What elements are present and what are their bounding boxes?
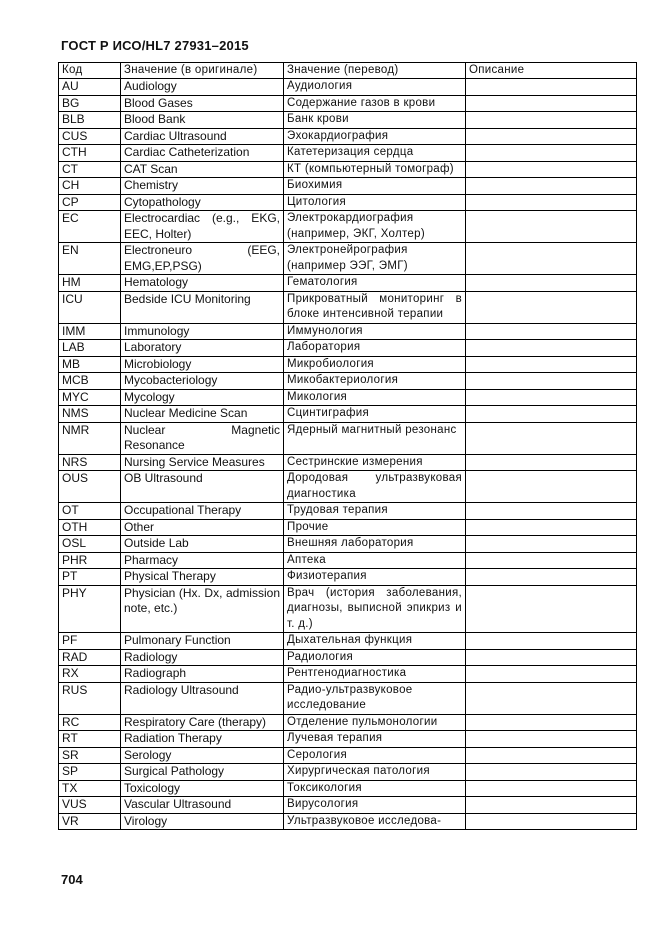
cell-original: Outside Lab xyxy=(121,536,284,553)
cell-translation: Дыхательная функция xyxy=(284,633,466,650)
cell-description xyxy=(466,585,637,633)
cell-description xyxy=(466,633,637,650)
cell-description xyxy=(466,194,637,211)
cell-code: MCB xyxy=(59,373,121,390)
table-header-row xyxy=(59,63,637,79)
cell-code: NMR xyxy=(59,422,121,454)
cell-original: Nuclear Magnetic Resonance xyxy=(121,422,284,454)
cell-original: Toxicology xyxy=(121,780,284,797)
cell-description xyxy=(466,813,637,830)
cell-description xyxy=(466,536,637,553)
page-number: 704 xyxy=(61,872,83,887)
cell-translation: Аптека xyxy=(284,552,466,569)
cell-description xyxy=(466,161,637,178)
cell-translation: Дородовая ультразвуковая диагностика xyxy=(284,471,466,503)
table-row xyxy=(59,747,637,764)
cell-translation: Прочие xyxy=(284,519,466,536)
cell-code: RAD xyxy=(59,649,121,666)
cell-original: Audiology xyxy=(121,79,284,96)
cell-description xyxy=(466,145,637,162)
cell-original: Mycobacteriology xyxy=(121,373,284,390)
cell-description xyxy=(466,275,637,292)
cell-translation: Содержание газов в крови xyxy=(284,95,466,112)
table-row xyxy=(59,552,637,569)
cell-description xyxy=(466,503,637,520)
cell-code: CP xyxy=(59,194,121,211)
cell-description xyxy=(466,340,637,357)
table-row xyxy=(59,340,637,357)
cell-description xyxy=(466,95,637,112)
cell-code: OTH xyxy=(59,519,121,536)
cell-description xyxy=(466,128,637,145)
cell-original: Hematology xyxy=(121,275,284,292)
cell-description xyxy=(466,731,637,748)
cell-translation: Банк крови xyxy=(284,112,466,129)
table-row xyxy=(59,649,637,666)
cell-description xyxy=(466,764,637,781)
table-row xyxy=(59,323,637,340)
cell-translation: Электрокардиография (например, ЭКГ, Холтер) xyxy=(284,211,466,243)
cell-description xyxy=(466,389,637,406)
cell-original: Cardiac Ultrasound xyxy=(121,128,284,145)
cell-original: Radiograph xyxy=(121,666,284,683)
cell-original: Other xyxy=(121,519,284,536)
cell-translation: Внешняя лаборатория xyxy=(284,536,466,553)
cell-translation: Хирургическая патология xyxy=(284,764,466,781)
table-row xyxy=(59,79,637,96)
cell-original: Mycology xyxy=(121,389,284,406)
cell-description xyxy=(466,797,637,814)
cell-translation: Аудиология xyxy=(284,79,466,96)
table-row xyxy=(59,519,637,536)
cell-original: Vascular Ultrasound xyxy=(121,797,284,814)
cell-original: Electroneuro (EEG, EMG,EP,PSG) xyxy=(121,243,284,275)
cell-description xyxy=(466,454,637,471)
table-row xyxy=(59,813,637,830)
cell-description xyxy=(466,471,637,503)
table-row xyxy=(59,585,637,633)
cell-original: Laboratory xyxy=(121,340,284,357)
cell-code: RT xyxy=(59,731,121,748)
table-row xyxy=(59,128,637,145)
cell-description xyxy=(466,79,637,96)
cell-original: Surgical Pathology xyxy=(121,764,284,781)
table-row xyxy=(59,503,637,520)
table-row xyxy=(59,275,637,292)
cell-original: Cardiac Catheterization xyxy=(121,145,284,162)
cell-code: SP xyxy=(59,764,121,781)
table-row xyxy=(59,536,637,553)
cell-translation: Микобактериология xyxy=(284,373,466,390)
cell-original: Occupational Therapy xyxy=(121,503,284,520)
cell-description xyxy=(466,356,637,373)
cell-description xyxy=(466,422,637,454)
table-row xyxy=(59,666,637,683)
cell-description xyxy=(466,323,637,340)
cell-code: EC xyxy=(59,211,121,243)
table-row xyxy=(59,797,637,814)
cell-code: BLB xyxy=(59,112,121,129)
cell-description xyxy=(466,649,637,666)
cell-translation: Отделение пульмонологии xyxy=(284,714,466,731)
cell-original: Radiology xyxy=(121,649,284,666)
cell-translation: Лаборатория xyxy=(284,340,466,357)
cell-code: OUS xyxy=(59,471,121,503)
cell-code: VUS xyxy=(59,797,121,814)
cell-code: PHR xyxy=(59,552,121,569)
cell-original: Serology xyxy=(121,747,284,764)
cell-translation: Вирусология xyxy=(284,797,466,814)
table-row xyxy=(59,780,637,797)
cell-code: AU xyxy=(59,79,121,96)
cell-translation: Ультразвуковое исследова- xyxy=(284,813,466,830)
cell-translation: Рентгенодиагностика xyxy=(284,666,466,683)
table-row xyxy=(59,764,637,781)
cell-code: CH xyxy=(59,178,121,195)
cell-code: PT xyxy=(59,569,121,586)
cell-code: BG xyxy=(59,95,121,112)
cell-description xyxy=(466,243,637,275)
cell-description xyxy=(466,569,637,586)
cell-original: Radiology Ultrasound xyxy=(121,682,284,714)
cell-description xyxy=(466,112,637,129)
cell-description xyxy=(466,178,637,195)
cell-code: MB xyxy=(59,356,121,373)
table-row xyxy=(59,243,637,275)
cell-original: Blood Gases xyxy=(121,95,284,112)
cell-code: SR xyxy=(59,747,121,764)
cell-code: TX xyxy=(59,780,121,797)
table-row xyxy=(59,731,637,748)
table-row xyxy=(59,161,637,178)
cell-original: CAT Scan xyxy=(121,161,284,178)
cell-original: Virology xyxy=(121,813,284,830)
cell-description xyxy=(466,552,637,569)
cell-translation: Сестринские измерения xyxy=(284,454,466,471)
table-row xyxy=(59,682,637,714)
cell-translation: КТ (компьютерный томограф) xyxy=(284,161,466,178)
cell-code: OSL xyxy=(59,536,121,553)
cell-translation: Сцинтиграфия xyxy=(284,406,466,423)
table-row xyxy=(59,194,637,211)
cell-original: Physician (Hx. Dx, admission note, etc.) xyxy=(121,585,284,633)
cell-code: RC xyxy=(59,714,121,731)
cell-original: Pharmacy xyxy=(121,552,284,569)
column-header-code: Код xyxy=(59,63,121,79)
cell-code: NMS xyxy=(59,406,121,423)
cell-translation: Трудовая терапия xyxy=(284,503,466,520)
cell-original: Physical Therapy xyxy=(121,569,284,586)
cell-translation: Лучевая терапия xyxy=(284,731,466,748)
cell-original: Microbiology xyxy=(121,356,284,373)
cell-code: HM xyxy=(59,275,121,292)
table-row xyxy=(59,422,637,454)
cell-original: OB Ultrasound xyxy=(121,471,284,503)
table-row xyxy=(59,389,637,406)
table-row xyxy=(59,145,637,162)
column-header-original: Значение (в оригинале) xyxy=(121,63,284,79)
cell-translation: Токсикология xyxy=(284,780,466,797)
cell-original: Blood Bank xyxy=(121,112,284,129)
cell-translation: Гематология xyxy=(284,275,466,292)
cell-description xyxy=(466,291,637,323)
cell-translation: Радиология xyxy=(284,649,466,666)
table-row xyxy=(59,178,637,195)
table-row xyxy=(59,569,637,586)
cell-code: VR xyxy=(59,813,121,830)
cell-code: RX xyxy=(59,666,121,683)
cell-translation: Биохимия xyxy=(284,178,466,195)
cell-translation: Прикроватный мониторинг в блоке интенсивной терапии xyxy=(284,291,466,323)
cell-original: Electrocardiac (e.g., EKG, EEC, Holter) xyxy=(121,211,284,243)
cell-description xyxy=(466,211,637,243)
cell-code: PHY xyxy=(59,585,121,633)
cell-translation: Радио-ультразвуковое исследование xyxy=(284,682,466,714)
cell-code: CUS xyxy=(59,128,121,145)
cell-description xyxy=(466,714,637,731)
cell-original: Chemistry xyxy=(121,178,284,195)
cell-original: Immunology xyxy=(121,323,284,340)
cell-code: IMM xyxy=(59,323,121,340)
table-row xyxy=(59,633,637,650)
code-table xyxy=(58,62,637,830)
cell-translation: Электронейрография (например ЭЭГ, ЭМГ) xyxy=(284,243,466,275)
cell-description xyxy=(466,682,637,714)
cell-code: CT xyxy=(59,161,121,178)
table-row xyxy=(59,112,637,129)
cell-code: NRS xyxy=(59,454,121,471)
table-row xyxy=(59,356,637,373)
table-row xyxy=(59,406,637,423)
cell-translation: Иммунология xyxy=(284,323,466,340)
cell-code: EN xyxy=(59,243,121,275)
cell-original: Radiation Therapy xyxy=(121,731,284,748)
table-row xyxy=(59,714,637,731)
cell-description xyxy=(466,780,637,797)
table-row xyxy=(59,211,637,243)
cell-translation: Микология xyxy=(284,389,466,406)
cell-code: PF xyxy=(59,633,121,650)
cell-translation: Физиотерапия xyxy=(284,569,466,586)
cell-translation: Врач (история заболевания, диагнозы, выписной эпикриз и т. д.) xyxy=(284,585,466,633)
cell-code: LAB xyxy=(59,340,121,357)
cell-original: Nuclear Medicine Scan xyxy=(121,406,284,423)
cell-code: RUS xyxy=(59,682,121,714)
column-header-translation: Значение (перевод) xyxy=(284,63,466,79)
cell-description xyxy=(466,519,637,536)
cell-description xyxy=(466,373,637,390)
cell-translation: Цитология xyxy=(284,194,466,211)
table-row xyxy=(59,471,637,503)
cell-translation: Катетеризация сердца xyxy=(284,145,466,162)
cell-code: OT xyxy=(59,503,121,520)
cell-code: MYC xyxy=(59,389,121,406)
table-row xyxy=(59,291,637,323)
table-row xyxy=(59,454,637,471)
cell-description xyxy=(466,747,637,764)
cell-original: Pulmonary Function xyxy=(121,633,284,650)
cell-code: CTH xyxy=(59,145,121,162)
cell-code: ICU xyxy=(59,291,121,323)
page-header-title: ГОСТ Р ИСО/HL7 27931–2015 xyxy=(61,38,249,53)
table-row xyxy=(59,95,637,112)
cell-original: Cytopathology xyxy=(121,194,284,211)
cell-description xyxy=(466,406,637,423)
cell-translation: Серология xyxy=(284,747,466,764)
table-row xyxy=(59,373,637,390)
cell-original: Respiratory Care (therapy) xyxy=(121,714,284,731)
cell-translation: Эхокардиография xyxy=(284,128,466,145)
cell-original: Bedside ICU Monitoring xyxy=(121,291,284,323)
cell-original: Nursing Service Measures xyxy=(121,454,284,471)
cell-description xyxy=(466,666,637,683)
cell-translation: Ядерный магнитный резонанс xyxy=(284,422,466,454)
cell-translation: Микробиология xyxy=(284,356,466,373)
column-header-description: Описание xyxy=(466,63,637,79)
